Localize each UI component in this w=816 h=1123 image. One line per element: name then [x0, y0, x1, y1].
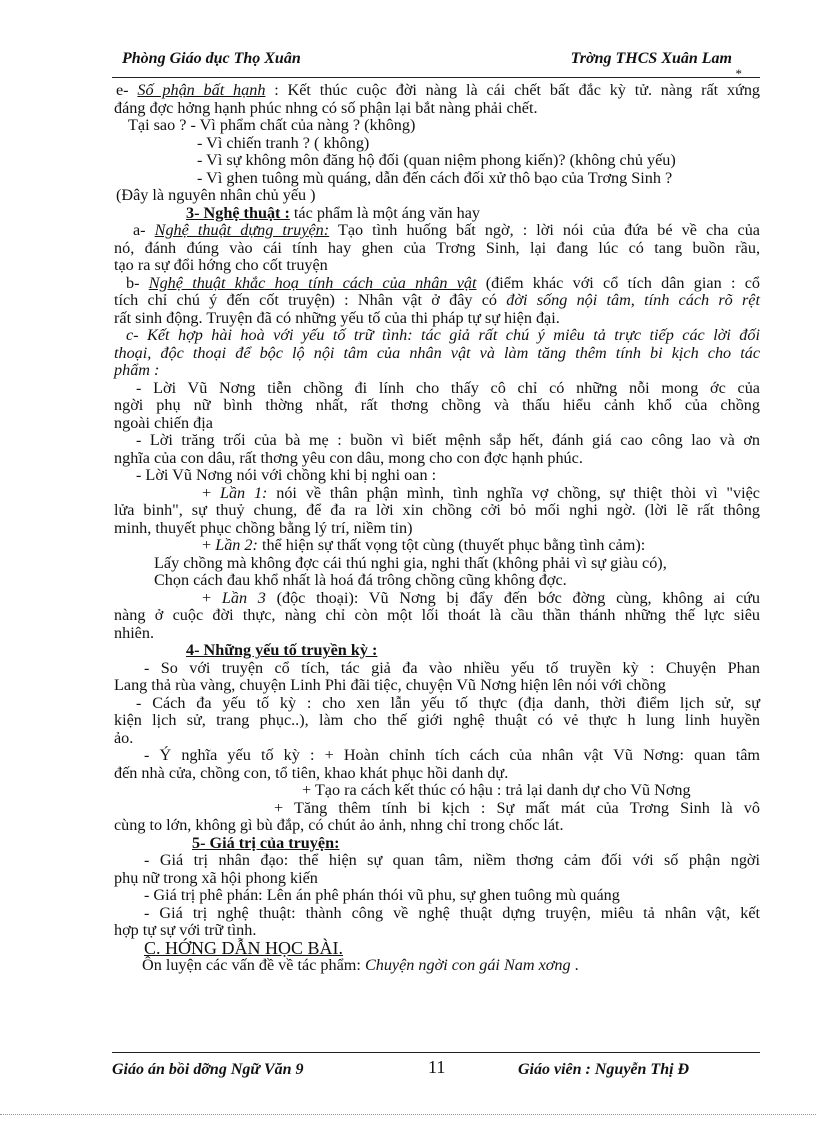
text-run: Lấy chồng mà không đợc cái thú nghi gia, nghi thất (không phải vì sự giàu có), — [154, 553, 667, 572]
text-line — [114, 222, 760, 240]
text-line — [114, 327, 760, 345]
page-header — [122, 50, 742, 81]
text-run: rất sinh động. Truyện đã có những yếu tố của thi pháp tự sự hiện đại. — [114, 308, 560, 327]
text-run: + — [202, 536, 216, 554]
text-line — [114, 485, 760, 503]
text-run: 4- Những yếu tố truyền kỳ : — [186, 641, 378, 659]
text-line — [114, 870, 760, 888]
text-run: ảo. — [114, 728, 134, 747]
text-line — [114, 937, 760, 958]
text-run: (Đây là nguyên nhân chủ yếu ) — [116, 186, 316, 204]
text-run: thoại, độc thoại để bộc lộ nội tâm của nhân vật và làm tăng thêm tính bi kịch cho tác — [114, 343, 760, 362]
text-run: - Lời Vũ Nơng tiễn chồng đi lính cho thấy cô chỉ có những nỗi mong ớc của — [136, 378, 760, 397]
text-line — [114, 345, 760, 363]
text-run: (độc thoại): Vũ Nơng bị đẩy đến bớc đờng cùng, không ai cứu — [265, 588, 760, 607]
text-run: - Giá trị nghệ thuật: thành công về nghệ thuật dựng truyện, miêu tả nhân vật, kết — [144, 903, 760, 922]
text-line — [114, 957, 760, 975]
text-run: lửa binh", sự thuỷ chung, để đa ra lời xin chồng cởi bỏ mối nghi ngờ. (lời lẽ rất thông — [114, 501, 760, 519]
text-line — [114, 82, 760, 100]
page-bottom-dotted-line — [0, 1114, 816, 1115]
text-run: 5- Giá trị của truyện: — [192, 833, 340, 852]
text-run: + Tạo ra cách kết thúc có hậu : trả lại danh dự cho Vũ Nơng — [302, 781, 691, 799]
text-run: nhiên. — [114, 623, 155, 642]
text-run: C. HỚNG DẪN HỌC BÀI. — [144, 937, 344, 958]
text-line — [114, 170, 760, 188]
text-line — [114, 520, 760, 538]
text-run: . — [570, 956, 579, 974]
text-line — [114, 730, 760, 748]
text-run: Số phận bất hạnh — [137, 81, 266, 99]
text-run: thể hiện sự thất vọng tột cùng (thuyết phục bằng tình cảm): — [257, 536, 646, 554]
text-run: Lần 3 — [221, 588, 266, 607]
text-run: Chuyện ngời con gái Nam xơng — [364, 956, 571, 974]
text-line — [114, 887, 760, 905]
text-run: + Tăng thêm tính bi kịch : Sự mất mát của Trơng Sinh là vô — [274, 798, 760, 817]
text-run: nó, đánh đúng vào cái tính hay ghen của Trơng Sinh, lại đang lúc có tang buồn rầu, — [114, 238, 760, 257]
text-line — [114, 205, 760, 223]
text-line — [114, 257, 760, 275]
text-line — [114, 800, 760, 818]
text-line — [114, 100, 760, 118]
text-line — [114, 660, 760, 678]
text-run: c- Kết hợp hài hoà với yếu tố trữ tình: tác giả rất chú ý miêu tả trực tiếp các lời đối — [126, 326, 760, 344]
text-run: + — [202, 588, 222, 607]
text-line — [114, 765, 760, 783]
text-line — [114, 310, 760, 328]
text-run: - Vì ghen tuông mù quáng, dẫn đến cách đối xử thô bạo của Trơng Sinh ? — [197, 168, 673, 187]
text-line — [114, 677, 760, 695]
text-line — [114, 292, 760, 310]
text-line — [114, 712, 760, 730]
footer-page-number: 11 — [428, 1057, 446, 1077]
text-run: ngoài chiến địa — [114, 413, 213, 432]
page-footer — [112, 1057, 752, 1083]
text-run: (điểm khác với cổ tích dân gian : cổ — [476, 273, 760, 292]
document-body — [114, 82, 760, 975]
header-school-name: Trờng THCS Xuân Lam — [570, 50, 732, 67]
text-run: tạo ra sự đổi hớng cho cốt truyện — [114, 256, 328, 274]
footer-rule — [112, 1052, 760, 1053]
text-line — [114, 625, 760, 643]
text-run: - Vì chiến tranh ? ( không) — [197, 133, 370, 152]
text-run: b- — [126, 273, 149, 292]
text-run: e- — [116, 81, 138, 99]
text-run: a- — [133, 221, 155, 239]
text-run: Tạo tình huống bất ngờ, : lời nói của đứa bé về cha của — [329, 221, 760, 239]
text-run: Chọn cách đau khổ nhất là hoá đá trông chồng cũng không đợc. — [154, 571, 567, 589]
text-run: nàng ở cuộc đời thực, nàng chỉ còn một lối thoát là cầu thần thánh những thế lực siêu — [114, 606, 760, 624]
text-run: Ôn luyện các vấn đề về tác phẩm: — [142, 956, 365, 974]
footer-teacher: Giáo viên : Nguyễn Thị Đ — [518, 1061, 690, 1078]
text-run: Lang thả rùa vàng, chuyện Linh Phi đãi tiệc, chuyện Vũ Nơng hiện lên nói với chồng — [114, 676, 666, 694]
header-rule — [112, 77, 760, 78]
text-run: - Giá trị phê phán: Lên án phê phán thói vũ phu, sự ghen tuông mù quáng — [144, 886, 620, 904]
text-line — [114, 555, 760, 573]
text-run: + — [202, 483, 220, 502]
text-line — [114, 642, 760, 660]
text-run: đến nhà cửa, chồng con, tổ tiên, khao khát phục hồi danh dự. — [114, 763, 509, 782]
text-line — [114, 467, 760, 485]
text-line — [114, 905, 760, 923]
header-asterisk: * — [735, 66, 742, 81]
text-run: : Kết thúc cuộc đời nàng là cái chết bất đắc kỳ tử. nàng rất xứng — [265, 81, 761, 99]
text-line — [114, 590, 760, 608]
text-line — [114, 450, 760, 468]
header-school-office: Phòng Giáo dục Thọ Xuân — [122, 50, 301, 67]
text-line — [114, 432, 760, 450]
text-run: Tại sao ? - Vì phẩm chất của nàng ? (không) — [128, 116, 416, 134]
text-run: ngời phụ nữ bình thờng nhất, rất thơng chồng và thấu hiểu cảnh khổ của chồng — [114, 396, 760, 414]
text-run: cùng to lớn, không gì bù đắp, có chút ảo ảnh, nhng chỉ trong chốc lát. — [114, 816, 564, 834]
text-run: phụ nữ trong xã hội phong kiến — [114, 868, 318, 887]
text-line — [114, 537, 760, 555]
text-run: Lần 1: — [219, 483, 268, 502]
text-line — [114, 362, 760, 380]
text-run: phẩm : — [114, 361, 160, 379]
text-line — [114, 835, 760, 853]
text-line — [114, 852, 760, 870]
text-run: tác phẩm là một áng văn hay — [289, 203, 481, 222]
text-line — [114, 135, 760, 153]
text-run: Nghệ thuật dựng truyện: — [154, 221, 330, 239]
text-line — [114, 817, 760, 835]
text-run: tích chỉ chú ý đến cốt truyện) : Nhân vật ở đây có — [114, 291, 507, 309]
text-line — [114, 275, 760, 293]
text-run: - Lời Vũ Nơng nói với chồng khi bị nghi oan : — [136, 466, 437, 484]
text-run: nghĩa của con dâu, rất thơng yêu con dâu, mong cho con đợc hạnh phúc. — [114, 448, 583, 467]
text-run: kiện lịch sử, trang phục..), làm cho thế giới nghệ thuật có vẻ thực h lung linh huyền — [114, 711, 760, 729]
text-run: hợp tự sự với trữ tình. — [114, 921, 257, 939]
text-line — [114, 695, 760, 713]
text-run: 3- Nghệ thuật : — [186, 203, 290, 222]
text-run: - Cách đa yếu tố kỳ : cho xen lẫn yếu tố thực (địa danh, thời điểm lịch sử, sự — [136, 693, 760, 712]
text-line — [114, 502, 760, 520]
footer-course-title: Giáo án bồi dỡng Ngữ Văn 9 — [112, 1061, 304, 1078]
text-line — [114, 117, 760, 135]
text-line — [114, 240, 760, 258]
text-line — [114, 397, 760, 415]
text-line — [114, 380, 760, 398]
text-run: minh, thuyết phục chồng bằng lý trí, niềm tin) — [114, 518, 413, 537]
text-line — [114, 415, 760, 433]
text-line — [114, 187, 760, 205]
text-run: Nghệ thuật khắc hoạ tính cách của nhân vật — [148, 273, 477, 292]
text-line — [114, 782, 760, 800]
text-run: - Ý nghĩa yếu tố kỳ : + Hoàn chỉnh tích cách của nhân vật Vũ Nơng: quan tâm — [144, 746, 760, 764]
text-line — [114, 747, 760, 765]
text-run: - Giá trị nhân đạo: thể hiện sự quan tâm, niềm thơng cảm đối với số phận ngời — [144, 851, 760, 869]
text-run: - So với truyện cổ tích, tác giả đa vào nhiều yếu tố truyền kỳ : Chuyện Phan — [144, 658, 760, 677]
text-line — [114, 572, 760, 590]
text-line — [114, 607, 760, 625]
text-run: đáng đợc hởng hạnh phúc nhng có số phận lại bắt nàng phải chết. — [114, 98, 538, 117]
text-run: đời sống nội tâm, tính cách rõ rệt — [506, 291, 760, 309]
text-run: Lần 2: — [215, 536, 258, 554]
text-line — [114, 152, 760, 170]
text-run: - Vì sự không môn đăng hộ đối (quan niệm phong kiến)? (không chủ yếu) — [197, 151, 676, 169]
text-run: nói về thân phận mình, tình nghĩa vợ chồng, sự thiệt thòi vì "việc — [267, 483, 760, 502]
text-run: - Lời trăng trối của bà mẹ : buồn vì biết mệnh sắp hết, đánh giá cao công lao và ơn — [136, 431, 760, 449]
